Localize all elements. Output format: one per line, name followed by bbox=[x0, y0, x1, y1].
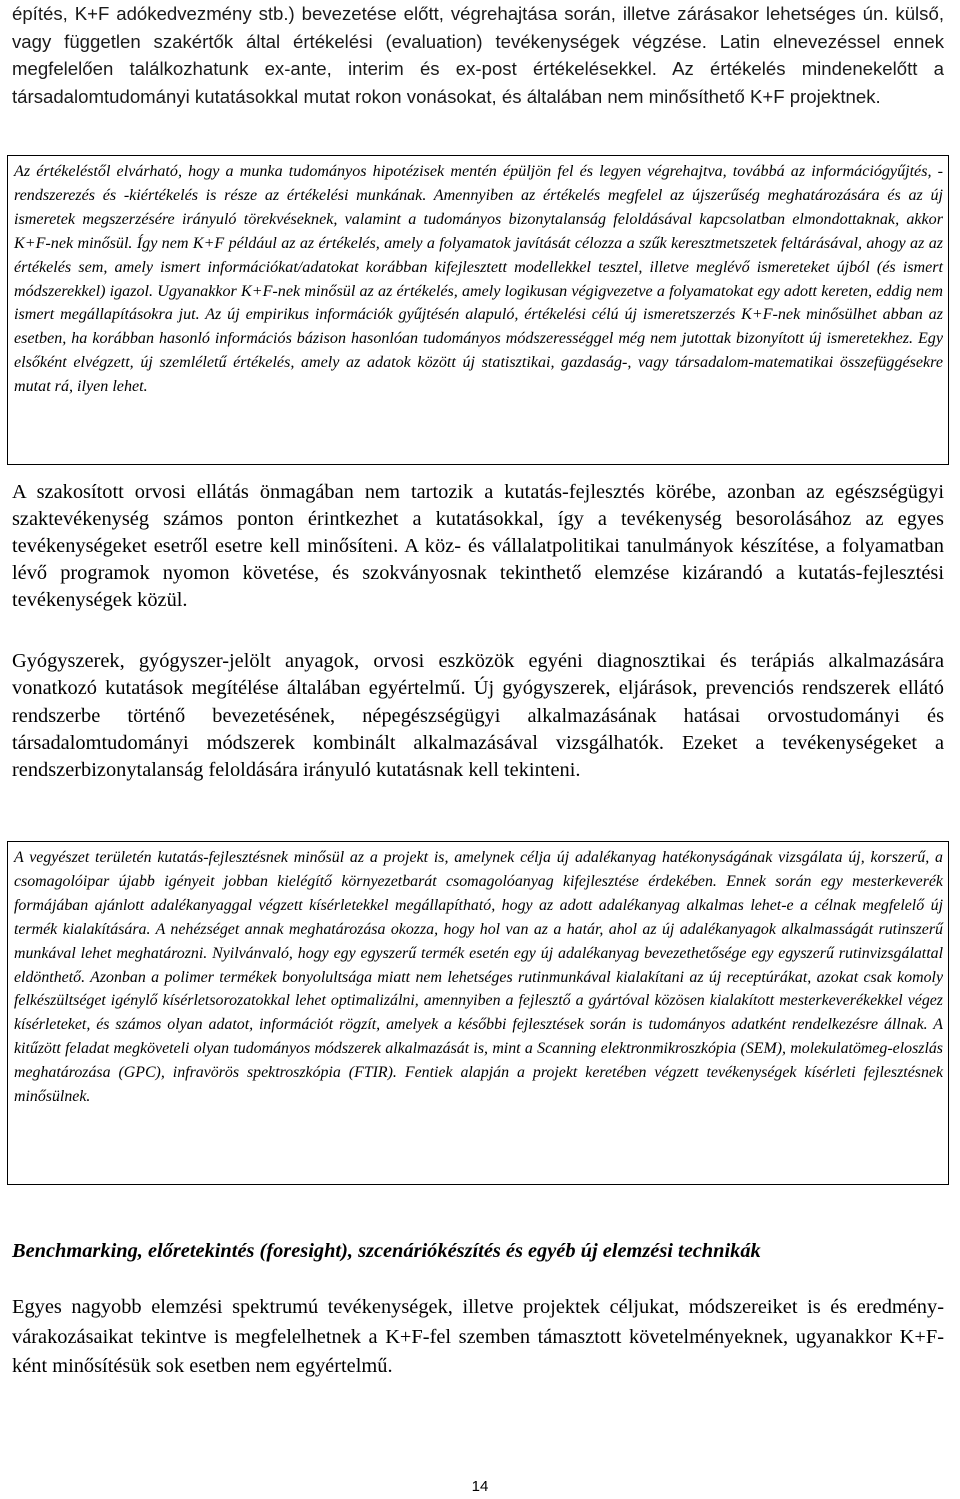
page-number: 14 bbox=[471, 1478, 489, 1495]
evaluation-example-box bbox=[7, 155, 949, 465]
evaluation-example-text: Az értékeléstől elvárható, hogy a munka tudományos hipotézisek mentén épüljön fel és legyen végrehajtva, továbbá az információgyűjtés, -rendszerezés és -kiértékelés is része az értékelési munkának. Amennyiben az értékelés megfelel az újszerűség meghatározására és az új ismeretek megszerzésére irányuló törekvéseknek, valamint a tudományos bizonytalanság feloldásával kapcsolatban elmondottaknak, akkor K+F-nek minősül. Így nem K+F például az az értékelés, amely a folyamatok javítását célozza a szűk keresztmetszetek feltárásával, ahogy az az értékelés sem, amely ismert információkat/adatokat korábban kifejlesztett modellekkel tesztel, illetve meglévő ismereteket újból (és ismert módszerekkel) igazol. Ugyanakkor K+F-nek minősül az az értékelés, amely logikusan végigvezetve a folyamatokat egy adott kereten, eddig nem ismert megállapításokra jut. Az új empirikus információk gyűjtésén alapuló, értékelési célú új ismeretszerzés K+F-nek minősülhet abban az esetben, ha korábban hasonló információs bázison hasonlóan tudományos módszerességgel még nem jutottak bizonyított új ismeretekhez. Egy elsőként elvégzett, új szemléletű értékelés, amely az adatok között új statisztikai, gazdaság-, vagy társadalom-matematikai összefüggésekre mutat rá, ilyen lehet. bbox=[14, 163, 943, 396]
paragraph-intro: építés, K+F adókedvezmény stb.) bevezetése előtt, végrehajtása során, illetve zárásakor lehetséges ún. külső, vagy független szakértők által értékelési (evaluation) tevékenységek végzése. Latin elnevezéssel ennek megfelelően találkozhatunk ex-ante, interim és ex-post értékelésekkel. Az értékelés mindenekelőtt a társadalomtudományi kutatásokkal mutat rokon vonásokat, és általában nem minősíthető K+F projektnek. bbox=[12, 3, 944, 107]
paragraph-benchmarking: Egyes nagyobb elemzési spektrumú tevékenységek, illetve projektek céljukat, módszereiket is és eredmény-várakozásaikat tekintve is megfelelhetnek a K+F-fel szemben támasztott követelményeknek, ugyanakkor K+F-ként minősítésük sok esetben nem egyértelmű. bbox=[12, 1296, 944, 1377]
chemistry-example-box bbox=[7, 841, 949, 1185]
chemistry-example-text: A vegyészet területén kutatás-fejlesztésnek minősül az a projekt is, amelynek célja új adalékanyag hatékonyságának vizsgálata új, korszerű, a csomagolóipar újabb igényeit jobban kielégítő környezetbarát csomagolóanyag kifejlesztése érdekében. Ennek során egy mesterkeverék formájában ajánlott adalékanyaggal végzett kísérletekkel megállapítható, hogy az adott adalékanyag alkalmas lehet-e a célnak megfelelő új termék kialakítására. A nehézséget annak meghatározása okozza, hogy hol van az a határ, ahol az új adalékanyagok alkalmasságát rutinszerű munkával lehet meghatározni. Nyilvánvaló, hogy egy egyszerű termék esetén egy új adalékanyag bevezethetősége egy egyszerű rutinvizsgálattal eldönthető. Azonban a polimer termékek bonyolultsága miatt nem lehetséges rutinmunkával kialakítani az új receptúrákat, azokat csak komoly felkészültséget igénylő kísérletsorozatokkal lehet optimalizálni, amennyiben a fejlesztő a gyártóval közösen kialakított mesterkeverékekkel végez kísérleteket, és számos olyan adatot, információt rögzít, amelyek a későbbi fejlesztések során is tudományos adatként rendelkezésre állnak. A kitűzött feladat megköveteli olyan tudományos módszerek alkalmazását is, mint a Scanning elektronmikroszkópia (SEM), molekulatömeg-eloszlás meghatározása (GPC), infravörös spektroszkópia (FTIR). Fentiek alapján a projekt keretében végzett tevékenységek kísérleti fejlesztésnek minősülnek. bbox=[14, 849, 943, 1106]
paragraph-medical-care: A szakosított orvosi ellátás önmagában nem tartozik a kutatás-fejlesztés körébe, azonban az egészségügyi szaktevékenység számos ponton érintkezhet a kutatásokkal, így a tevékenység besorolásához az egyes tevékenységeket esetről esetre kell minősíteni. A köz- és vállalatpolitikai tanulmányok készítése, a folyamatban lévő programok nyomon követése, és szokványosnak tekinthető elemzése kizárandó a kutatás-fejlesztési tevékenységek közül. bbox=[12, 481, 944, 612]
paragraph-pharmaceuticals: Gyógyszerek, gyógyszer-jelölt anyagok, orvosi eszközök egyéni diagnosztikai és terápiás alkalmazására vonatkozó kutatások megítélése általában egyértelmű. Új gyógyszerek, eljárások, prevenciós rendszerek ellátó rendszerbe történő bevezetésének, népegészségügyi alkalmazásának hatásai orvostudományi és társadalomtudományi módszerek kombinált alkalmazásával vizsgálhatók. Ezeket a tevékenységeket a rendszerbizonytalanság feloldására irányuló kutatásnak kell tekinteni. bbox=[12, 650, 944, 782]
section-heading-benchmarking: Benchmarking, előretekintés (foresight), szcenáriókészítés és egyéb új elemzési technikák bbox=[12, 1240, 761, 1262]
